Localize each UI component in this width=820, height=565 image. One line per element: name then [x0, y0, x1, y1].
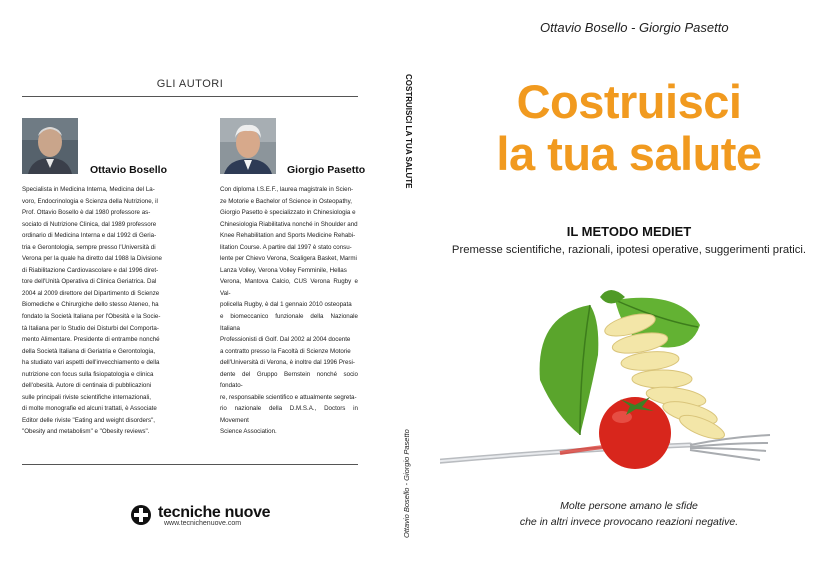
front-title [448, 76, 810, 180]
front-tagline: Premesse scientifiche, razionali, ipotesi operative, suggerimenti pratici. [451, 244, 807, 256]
author-bio-pasetto: Con diploma I.S.E.F., laurea magistrale in Scien- ze Motorie e Bachelor of Science in Osteopathy, Giorgio Pasetto è specializzato in Chinesiologia e Chinesiologia Riabilitativa nonché in Shoulder and Knee Rehabilitation and Sports Medicine Rehabi- litation Course. A partire dal 1997 è stato consu- lente per Chievo Verona, Scaligera Basket, Marmi Lanza Volley, Verona Volley Femminile, Hellas Verona, Mantova Calcio, CUS Verona Rugby e Val- policella Rugby, è dal 1 gennaio 2010 osteopata e biomeccanico funzionale della Nazionale Italiana Professionisti di Golf. Dal 2002 al 2004 docente a contratto presso la Facoltà di Scienze Motorie dell'Università di Verona, è inoltre dal 1996 Presi- dente del Gruppo Bernstein nonché socio fondato- re, responsabile scientifico e attualmente segreta- rio nazionale della D.M.S.A., Doctors in Movement Science Association. [220, 186, 358, 436]
author-name-pasetto: Giorgio Pasetto [287, 164, 366, 176]
publisher-name: tecniche nuove [158, 504, 271, 521]
front-authors: Ottavio Bosello - Giorgio Pasetto [540, 20, 729, 35]
publisher-url: www.tecnichenuove.com [164, 520, 242, 527]
front-title-line2: la tua salute [496, 127, 762, 180]
back-cover-section-title: GLI AUTORI [156, 78, 224, 90]
front-title-line1: Costruisci [516, 75, 742, 128]
bottom-divider [22, 464, 358, 465]
cover-illustration [440, 285, 780, 485]
portrait-pasetto-image [220, 118, 276, 174]
publisher-logo-icon [130, 504, 152, 526]
author-bio-bosello: Specialista in Medicina Interna, Medicina del La- voro, Endocrinologia e Scienza della Nutrizione, il Prof. Ottavio Bosello è dal 1980 professore as- sociato di Nutrizione Clinica, dal 1989 professore ordinario di Medicina Interna e dal 1992 di Geria- tria e Gerontologia, sempre presso l'Università di Verona per la quale ha diretto dal 1988 la Divisione di Riabilitazione Cardiovascolare e dal 1996 diret- tore dell'Unità Operativa di Clinica Geriatrica. Dal 2004 al 2009 direttore del Dipartimento di Scienze Biomediche e Chirurgiche dello stesso Ateneo, ha fondato la Società Italiana per l'Obesità e la Socie- tà Italiana per lo Studio dei Disturbi del Comporta- mento Alimentare. Presidente di entrambe nonché della Società Italiana di Geriatria e Gerontologia, ha studiato vari aspetti dell'invecchiamento e della nutrizione con focus sulla fisiopatologia e clinica dell'obesità. Autore di centinaia di pubblicazioni sulle principali riviste scientifiche internazionali, di molte monografie ed alcuni trattati, è Associate Editor delle riviste "Eating and weight disorders", "Obesity and metabolism" e "Obesity reviews". [22, 186, 163, 436]
fork-tomato-basil-image [440, 285, 780, 485]
top-divider [22, 96, 358, 97]
spine-authors: Ottavio Bosello - Giorgio Pasetto [402, 429, 411, 538]
author-photo-bosello [22, 118, 78, 174]
spine-title: COSTRUISCI LA TUA SALUTE [404, 74, 413, 189]
front-quote: Molte persone amano le sfide che in altri invece provocano reazioni negative. [519, 500, 739, 528]
portrait-bosello-image [22, 118, 78, 174]
author-photo-pasetto [220, 118, 276, 174]
front-subtitle: IL METODO MEDIET [566, 224, 692, 239]
author-name-bosello: Ottavio Bosello [90, 164, 168, 176]
